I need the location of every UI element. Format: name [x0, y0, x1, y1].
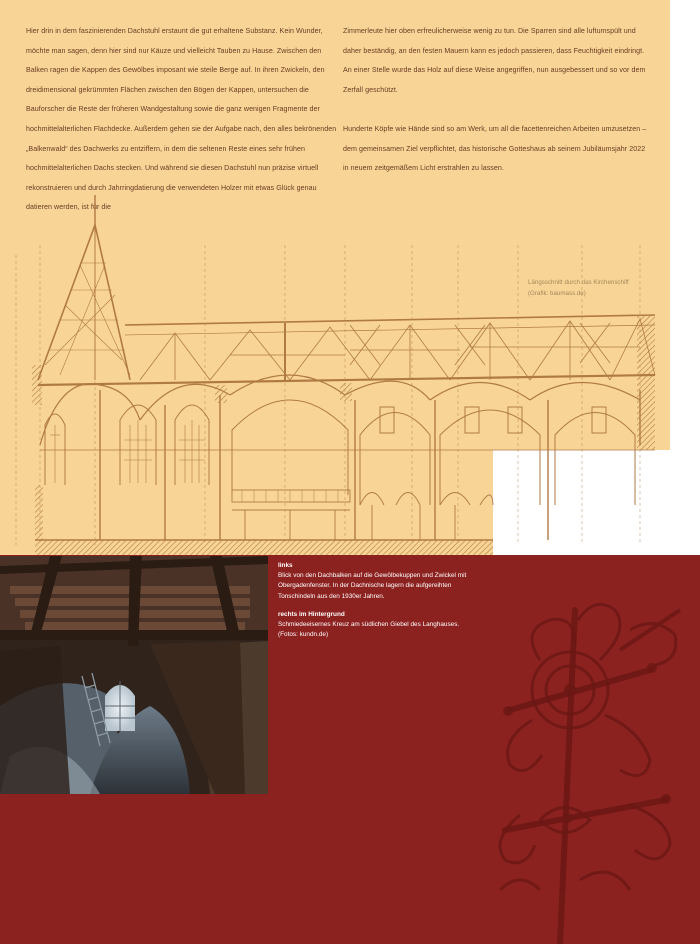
paragraph: Hunderte Köpfe wie Hände sind so am Werk, um all die facettenreichen Arbeiten umzusetzen – dem gemeinsamen Ziel verpflichtet, das historische Gotteshaus ab seinem Jubiläumsjahr 2022 in neuem zeitgemäßem Licht erstrahlen zu lassen. — [343, 124, 647, 173]
photo-credit: (Fotos: kundn.de) — [278, 631, 329, 639]
photo-captions — [278, 561, 478, 648]
paragraph: Hier drin in dem faszinierenden Dachstuhl erstaunt die gut erhaltene Substanz. Kein Wunder, möchte man sagen, denn hier sind nur Käuze und vielleicht Tauben zu Hause. Zwischen den Balken ragen die Kappen des Gewölbes imposant wie steile Berge auf. In ihren Zwickeln, den dreidimensional gekrümmten Flächen zwischen den Bögen der Kappen, untersuchen die Bauforscher die Reste der früheren Wandgestaltung sowie die ganz wenigen Fragmente der hochmittelalterlichen Flachdecke. Außerdem gehen sie der Aufgabe nach, den alles bekrönenden „Balkenwald“ des Dachwerks zu entziffern, in dem die seltenen Reste eines sehr frühen hochmittelalterlichen Dachs stecken. Und während sie diesen Dachstuhl nun präzise virtuell rekonstruieren und durch Jahrringdatierung die verwendeten Holzer mit etwas Glück genau datieren werden, ist für die — [26, 27, 337, 212]
drawing-caption-credit: (Grafik: baumass.de) — [528, 289, 586, 297]
caption-right-block — [278, 610, 478, 641]
caption-right-heading: rechts im Hintergrund — [278, 610, 345, 618]
body-text-right — [343, 22, 648, 198]
drawing-caption — [528, 278, 668, 299]
iron-cross-image — [480, 590, 700, 944]
church-section-drawing — [0, 185, 670, 555]
attic-photo — [0, 556, 268, 794]
caption-left-heading: links — [278, 562, 293, 569]
paragraph: Zimmerleute hier oben erfreulicherweise wenig zu tun. Die Sparren sind alle luftumspült und daher beständig, an den festen Mauern kann es jedoch passieren, dass Feuchtigkeit eindringt. An einer Stelle wurde das Holz auf diese Weise angegriffen, nun ausgebessert und so vor dem Zerfall geschützt. — [343, 27, 646, 94]
margin-strip — [670, 0, 700, 450]
drawing-caption-title: Längsschnitt durch das Kirchenschiff — [528, 279, 629, 286]
caption-left-block — [278, 561, 478, 602]
caption-left-text: Blick von den Dachbalken auf die Gewölbekuppen und Zwickel mit Obergadenfenster. In der Dachnische lagern die aufgereihten Tonschindeln aus den 1930er Jahren. — [278, 572, 467, 600]
caption-right-text: Schmiedeeisernes Kreuz am südlichen Giebel des Langhauses. — [278, 621, 460, 629]
